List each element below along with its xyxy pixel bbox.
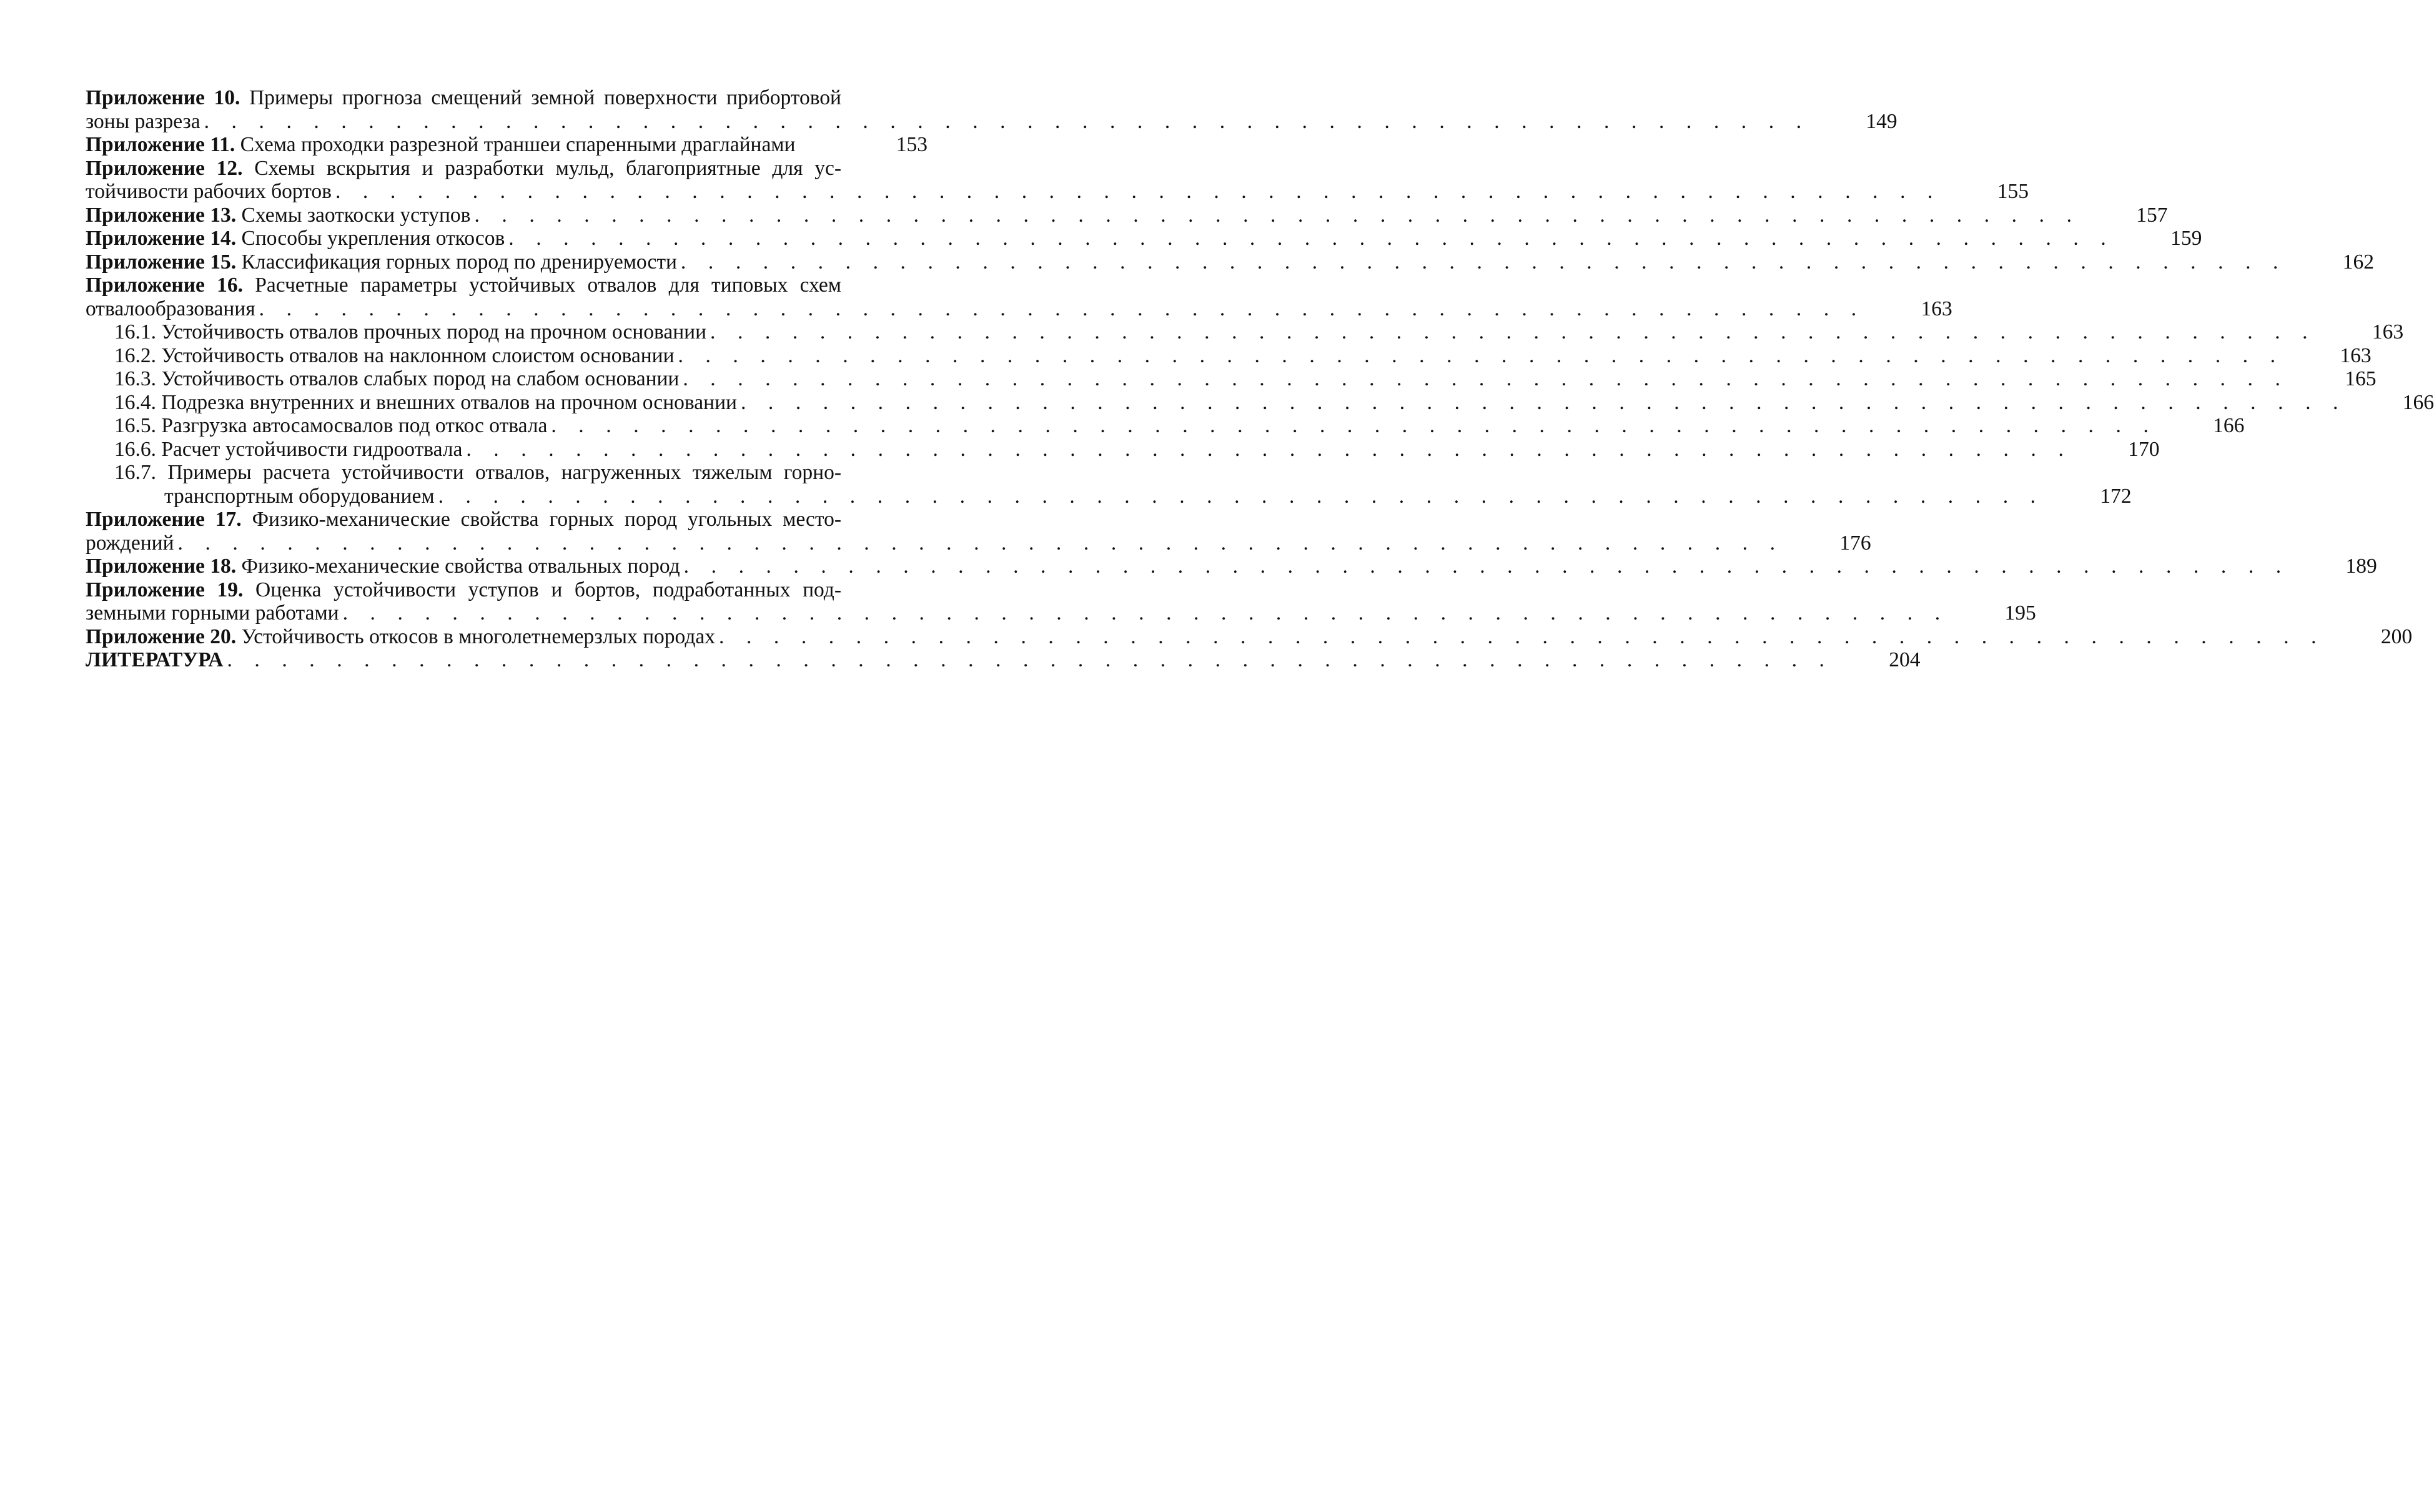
toc-entry-prefix: Приложение 17. (86, 508, 242, 531)
toc-entry-line (86, 157, 841, 180)
toc-entry-title-end (86, 648, 223, 672)
toc-entry-prefix: Приложение 18. (86, 555, 237, 578)
toc-entry-prefix: 16.1. (114, 320, 156, 343)
toc-entry-title-end: транспортным оборудованием (164, 484, 435, 508)
toc-entry-last-line (86, 180, 2029, 204)
dot-leader: . . . . . . . . . . . . . . . . . . . . . . . . . . . . . . . . . . . . . . . . . . . . . . . . . . . . . . . . . . . (740, 390, 2347, 414)
toc-entry-prefix: Приложение 19. (86, 578, 244, 601)
toc-entry-prefix: Приложение 13. (86, 203, 237, 227)
toc-entry-prefix: 16.5. (114, 414, 156, 437)
dot-leader: . . . . . . . . . . . . . . . . . . . . . . . . . . . . . . . . . . . . . . . . . . . . . . . . . . . . . . . . . . . (508, 227, 2115, 250)
dot-leader: . . . . . . . . . . . . . . . . . . . . . . . . . . . . . . . . . . . . . . . . . . . . . . . . . . . . . . . . . . . (710, 320, 2317, 343)
dot-leader: . . . . . . . . . . . . . . . . . . . . . . . . . . . . . . . . . . . . . . . . . . . . . . . . . . . . . . . . . . . (335, 180, 1942, 203)
toc-entry[interactable] (86, 578, 2036, 625)
toc-entry-last-line (86, 601, 2036, 625)
toc-subentry[interactable] (86, 343, 2372, 368)
toc-entry-page: 162 (2342, 250, 2374, 274)
toc-entry[interactable] (86, 203, 2168, 227)
toc-entry-page: 149 (1866, 109, 1897, 133)
toc-entry-title-end (114, 367, 679, 391)
toc-entry-title-end (114, 320, 706, 344)
toc-entry-title: Схема проходки разрезной траншеи спаренными драглайнами (240, 133, 796, 156)
toc-entry-last-line (114, 390, 2434, 415)
toc-subentry[interactable] (86, 367, 2377, 391)
toc-subentry[interactable] (86, 414, 2245, 438)
toc-entry-title: Классификация горных пород по дренируемости (241, 250, 677, 274)
toc-subentry[interactable] (86, 320, 2404, 344)
toc-entry[interactable] (86, 156, 2029, 204)
toc-entry-prefix: Приложение 11. (86, 133, 235, 156)
toc-entry-page: 163 (1921, 297, 1952, 320)
toc-entry-page: 163 (2372, 320, 2404, 343)
toc-entry-title-end (86, 227, 505, 250)
toc-entry-page: 200 (2380, 625, 2413, 648)
toc-entry-title: Схемы вскрытия и разработки мульд, благоприятные для ус- (254, 156, 841, 180)
toc-entry-last-line (86, 555, 2377, 578)
toc-entry[interactable] (86, 274, 1952, 320)
toc-entry-line (114, 461, 841, 485)
toc-entry-title-end (114, 344, 675, 368)
toc-entry[interactable] (86, 86, 1897, 133)
toc-entry-title: Физико-механические свойства отвальных пород (241, 555, 680, 578)
toc-subentry[interactable] (86, 437, 2160, 462)
toc-entry[interactable] (86, 625, 2413, 649)
toc-entry-last-line (86, 625, 2413, 649)
toc-entry-last-line (86, 133, 928, 157)
toc-entry-last-line (86, 297, 1952, 321)
dot-leader: . . . . . . . . . . . . . . . . . . . . . . . . . . . . . . . . . . . . . . . . . . . . . . . . . . . . . . . . . . . (680, 250, 2287, 274)
toc-entry-prefix: Приложение 16. (86, 274, 244, 297)
dot-leader: . . . . . . . . . . . . . . . . . . . . . . . . . . . . . . . . . . . . . . . . . . . . . . . . . . . . . . . . . . . (342, 601, 1949, 625)
toc-entry-title: Устойчивость отвалов слабых пород на слабом основании (161, 367, 680, 390)
toc-entry-prefix: ЛИТЕРАТУРА (86, 648, 224, 671)
toc-entry-line (86, 578, 841, 602)
toc-entry[interactable] (86, 227, 2202, 250)
toc-entry-page: 166 (2402, 390, 2434, 414)
toc-entry-page: 172 (2100, 484, 2132, 508)
toc-subentry[interactable] (86, 390, 2434, 415)
toc-entry-page: 176 (1839, 531, 1871, 555)
toc-entry[interactable] (86, 133, 928, 157)
table-of-contents (86, 86, 2434, 672)
toc-entry-title: Физико-механические свойства горных пород угольных место- (252, 508, 841, 531)
toc-entry-prefix: 16.3. (114, 367, 156, 390)
toc-entry-line (86, 508, 841, 531)
toc-entry-line (86, 86, 841, 110)
toc-entry-last-line (86, 648, 1921, 672)
toc-entry-prefix: Приложение 15. (86, 250, 237, 274)
dot-leader: . . . . . . . . . . . . . . . . . . . . . . . . . . . . . . . . . . . . . . . . . . . . . . . . . . . . . . . . . . . (678, 343, 2284, 367)
toc-entry-page: 165 (2345, 367, 2377, 390)
toc-entry-title-end: тойчивости рабочих бортов (86, 180, 332, 203)
dot-leader: . . . . . . . . . . . . . . . . . . . . . . . . . . . . . . . . . . . . . . . . . . . . . . . . . . . . . . . . . . . (466, 437, 2072, 461)
toc-entry-prefix: 16.2. (114, 343, 156, 367)
toc-subentry[interactable] (86, 461, 2132, 508)
toc-entry-title: Оценка устойчивости уступов и бортов, подработанных под- (255, 578, 841, 601)
toc-entry-page: 189 (2345, 555, 2377, 578)
toc-entry-page: 159 (2170, 227, 2202, 250)
toc-entry-title: Способы укрепления откосов (241, 227, 505, 250)
toc-entry-page: 163 (2340, 343, 2372, 367)
toc-entry-prefix: 16.6. (114, 437, 156, 461)
toc-entry-title: Примеры прогноза смещений земной поверхности прибортовой (249, 86, 841, 109)
toc-entry-title: Устойчивость откосов в многолетнемерзлых породах (241, 625, 715, 648)
toc-entry-title: Схемы заоткоски уступов (241, 203, 471, 227)
toc-entry-title-end: рождений (86, 531, 174, 555)
toc-entry-last-line (114, 414, 2245, 438)
toc-entry-line (86, 274, 841, 297)
dot-leader: . . . . . . . . . . . . . . . . . . . . . . . . . . . . . . . . . . . . . . . . . . . . . . . . . . . . . . . . . . . (259, 297, 1865, 320)
dot-leader: . . . . . . . . . . . . . . . . . . . . . . . . . . . . . . . . . . . . . . . . . . . . . . . . . . . . . . . . . . . (177, 531, 1784, 555)
toc-entry-title-end (86, 555, 680, 578)
toc-entry[interactable] (86, 508, 1871, 555)
toc-entry-last-line (114, 343, 2372, 368)
toc-entry-title: Устойчивость отвалов на наклонном слоистом основании (161, 343, 675, 367)
toc-entry-title-end (86, 133, 795, 157)
toc-entry-page: 155 (1997, 180, 2029, 203)
dot-leader: . . . . . . . . . . . . . . . . . . . . . . . . . . . . . . . . . . . . . . . . . . . . . . . . . . . . . . . . . . . (551, 414, 2157, 437)
toc-entry-page: 153 (896, 133, 928, 156)
toc-entry-prefix: Приложение 10. (86, 86, 240, 109)
toc-entry-title-end (114, 438, 462, 462)
toc-entry-prefix: Приложение 12. (86, 156, 243, 180)
toc-entry-prefix: Приложение 20. (86, 625, 237, 648)
dot-leader: . . . . . . . . . . . . . . . . . . . . . . . . . . . . . . . . . . . . . . . . . . . . . . . . . . . . . . . . . . . (227, 648, 1833, 671)
dot-leader: . . . . . . . . . . . . . . . . . . . . . . . . . . . . . . . . . . . . . . . . . . . . . . . . . . . . . . . . . . . (719, 625, 2325, 648)
toc-entry[interactable] (86, 250, 2374, 274)
toc-entry-prefix: Приложение 14. (86, 227, 237, 250)
toc-entry-last-line (86, 250, 2374, 274)
toc-entry-title-end (114, 391, 737, 415)
toc-entry-title-end: отвалообразования (86, 297, 255, 320)
toc-entry-literature[interactable] (86, 648, 1921, 672)
toc-entry-last-line (86, 203, 2168, 227)
toc-entry-title: Примеры расчета устойчивости отвалов, нагруженных тяжелым горно- (167, 461, 842, 484)
dot-leader: . . . . . . . . . . . . . . . . . . . . . . . . . . . . . . . . . . . . . . . . . . . . . . . . . . . . . . . . . . . (204, 109, 1810, 133)
toc-entry-title: Устойчивость отвалов прочных пород на прочном основании (161, 320, 707, 343)
dot-leader: . . . . . . . . . . . . . . . . . . . . . . . . . . . . . . . . . . . . . . . . . . . . . . . . . . . . . . . . . . . (683, 367, 2289, 390)
toc-entry-page: 157 (2136, 203, 2168, 227)
toc-entry-last-line (86, 227, 2202, 250)
toc-entry-title-end (86, 250, 677, 274)
toc-entry-title: Разгрузка автосамосвалов под откос отвала (161, 414, 548, 437)
toc-entry-page: 170 (2128, 437, 2160, 461)
toc-entry-title-end (86, 625, 715, 649)
dot-leader: . . . . . . . . . . . . . . . . . . . . . . . . . . . . . . . . . . . . . . . . . . . . . . . . . . . . . . . . . . . (438, 484, 2044, 508)
toc-entry-last-line (114, 437, 2160, 462)
toc-entry-last-line (114, 367, 2377, 391)
toc-entry-title-end (114, 414, 547, 438)
dot-leader: . . . . . . . . . . . . . . . . . . . . . . . . . . . . . . . . . . . . . . . . . . . . . . . . . . . . . . . . . . . (683, 555, 2290, 578)
toc-entry-page: 166 (2213, 414, 2245, 437)
toc-entry-last-line (114, 484, 2132, 508)
toc-entry-title: Подрезка внутренних и внешних отвалов на прочном основании (161, 390, 737, 414)
toc-entry-prefix: 16.7. (114, 461, 156, 484)
toc-entry-page: 195 (2004, 601, 2036, 625)
toc-entry-last-line (114, 320, 2404, 344)
toc-entry-title-end: зоны разреза (86, 109, 200, 133)
toc-entry-last-line (86, 531, 1871, 555)
toc-entry-title-end (86, 204, 470, 227)
toc-entry-title: Расчет устойчивости гидроотвала (161, 437, 463, 461)
dot-leader: . . . . . . . . . . . . . . . . . . . . . . . . . . . . . . . . . . . . . . . . . . . . . . . . . . . . . . . . . . . (474, 203, 2080, 227)
toc-entry[interactable] (86, 555, 2377, 578)
toc-entry-prefix: 16.4. (114, 390, 156, 414)
toc-entry-title: Расчетные параметры устойчивых отвалов для типовых схем (255, 274, 842, 297)
toc-entry-title-end: земными горными работами (86, 601, 339, 625)
toc-entry-last-line (86, 109, 1897, 134)
toc-entry-page: 204 (1889, 648, 1921, 671)
